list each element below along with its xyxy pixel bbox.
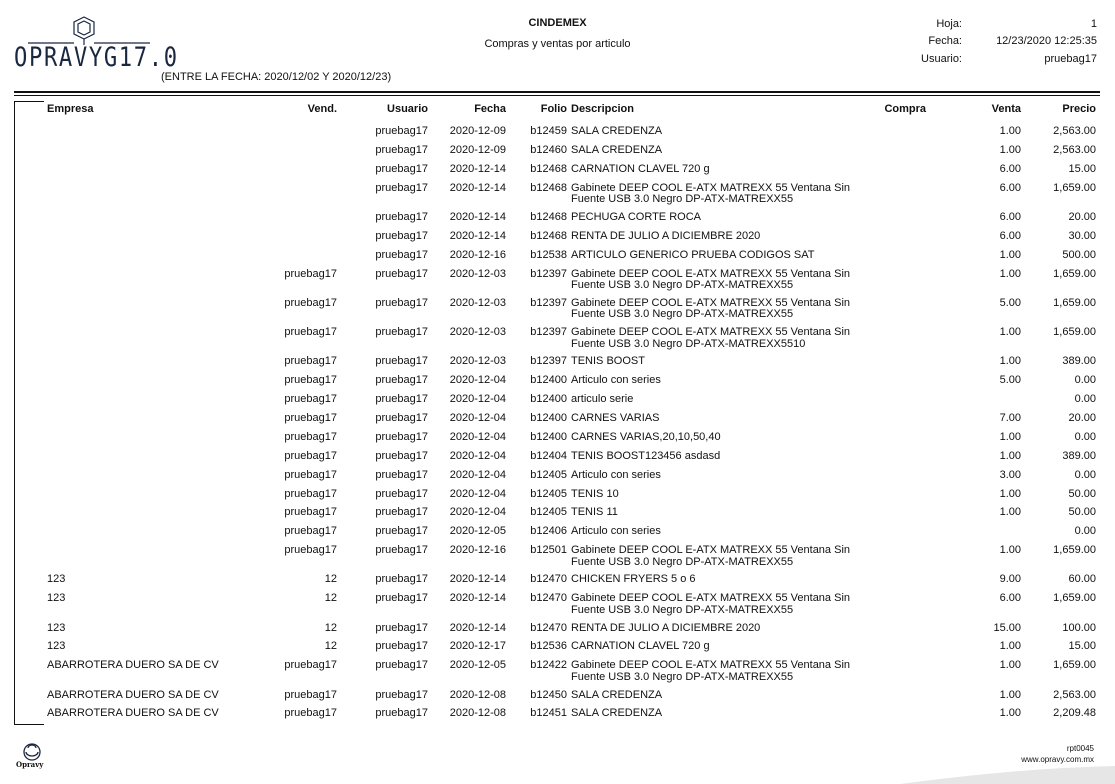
usuario-cell: pruebag17 [375, 430, 428, 443]
precio-cell: 1,659.00 [1053, 296, 1096, 309]
venta-cell: 1.00 [999, 143, 1021, 156]
folio-cell: b12451 [530, 707, 567, 720]
footer-swoosh [900, 764, 1115, 784]
usuario-cell: pruebag17 [375, 659, 428, 672]
report-code: rpt0045 [1066, 744, 1094, 753]
folio-cell: b12422 [530, 659, 567, 672]
fecha-cell: 2020-12-03 [449, 267, 506, 280]
vend-cell: pruebag17 [284, 468, 337, 481]
descripcion-cell: CARNES VARIAS [571, 411, 660, 424]
venta-cell: 1.00 [999, 640, 1021, 653]
venta-cell: 6.00 [999, 229, 1021, 242]
precio-cell: 1,659.00 [1053, 181, 1096, 194]
empresa-cell: ABARROTERA DUERO SA DE CV [47, 659, 219, 672]
usuario-cell: pruebag17 [375, 162, 428, 175]
descripcion-cell: SALA CREDENZA [571, 143, 663, 156]
precio-cell: 100.00 [1062, 621, 1096, 634]
folio-cell: b12459 [530, 125, 567, 137]
website: www.opravy.com.mx [1021, 755, 1094, 764]
folio-cell: b12405 [530, 468, 567, 481]
usuario-cell: pruebag17 [375, 688, 428, 701]
precio-cell: 1,659.00 [1053, 267, 1096, 280]
fecha-cell: 2020-12-04 [449, 430, 506, 443]
empresa-cell: 123 [47, 573, 66, 586]
vend-cell: 12 [324, 573, 337, 586]
precio-cell: 50.00 [1068, 506, 1096, 519]
descripcion-cell: Gabinete DEEP COOL E-ATX MATREXX 55 Ventana Sin Fuente USB 3.0 Negro DP-ATX-MATREXX55 [571, 659, 851, 683]
usuario-cell: pruebag17 [375, 355, 428, 368]
folio-cell: b12470 [530, 573, 567, 586]
venta-cell: 1.00 [999, 707, 1021, 720]
descripcion-cell: TENIS 10 [571, 487, 619, 500]
empresa-cell: 123 [47, 621, 66, 634]
usuario-cell: pruebag17 [375, 640, 428, 653]
folio-cell: b12397 [530, 296, 567, 309]
vend-cell: pruebag17 [284, 506, 337, 519]
empresa-cell: ABARROTERA DUERO SA DE CV [47, 688, 219, 701]
usuario-cell: pruebag17 [375, 525, 428, 538]
folio-cell: b12405 [530, 487, 567, 500]
precio-cell: 1,659.00 [1053, 544, 1096, 557]
company-name: CINDEMEX [528, 17, 587, 29]
folio-cell: b12470 [530, 621, 567, 634]
fecha-cell: 2020-12-03 [449, 326, 506, 338]
col-compra: Compra [884, 103, 926, 115]
folio-cell: b12468 [530, 229, 567, 242]
folio-cell: b12536 [530, 640, 567, 653]
fecha-cell: 2020-12-09 [449, 125, 506, 137]
usuario-cell: pruebag17 [375, 248, 428, 261]
fecha-cell: 2020-12-05 [449, 525, 506, 538]
report-title: Compras y ventas por articulo [484, 38, 631, 50]
vend-cell: pruebag17 [284, 393, 337, 405]
descripcion-cell: CARNATION CLAVEL 720 g [571, 162, 710, 175]
venta-cell: 7.00 [999, 411, 1021, 424]
vend-cell: pruebag17 [284, 525, 337, 538]
precio-cell: 0.00 [1074, 393, 1096, 405]
date-label: Fecha: [928, 35, 962, 47]
venta-cell: 1.00 [999, 248, 1021, 261]
fecha-cell: 2020-12-09 [449, 143, 506, 156]
fecha-cell: 2020-12-03 [449, 296, 506, 309]
descripcion-cell: TENIS BOOST123456 asdasd [571, 449, 721, 462]
fecha-cell: 2020-12-14 [449, 181, 506, 194]
usuario-cell: pruebag17 [375, 449, 428, 462]
vend-cell: pruebag17 [284, 430, 337, 443]
precio-cell: 20.00 [1068, 411, 1096, 424]
usuario-cell: pruebag17 [375, 573, 428, 586]
usuario-cell: pruebag17 [375, 210, 428, 223]
descripcion-cell: Gabinete DEEP COOL E-ATX MATREXX 55 Ventana Sin Fuente USB 3.0 Negro DP-ATX-MATREXX5510 [571, 326, 851, 350]
descripcion-cell: Gabinete DEEP COOL E-ATX MATREXX 55 Ventana Sin Fuente USB 3.0 Negro DP-ATX-MATREXX55 [571, 296, 851, 321]
descripcion-cell: RENTA DE JULIO A DICIEMBRE 2020 [571, 621, 761, 634]
fecha-cell: 2020-12-14 [449, 162, 506, 175]
col-venta: Venta [991, 103, 1021, 115]
venta-cell: 5.00 [999, 374, 1021, 387]
fecha-cell: 2020-12-04 [449, 449, 506, 462]
vend-cell: 12 [324, 621, 337, 634]
usuario-cell: pruebag17 [375, 267, 428, 280]
descripcion-cell: SALA CREDENZA [571, 707, 663, 720]
usuario-cell: pruebag17 [375, 125, 428, 137]
folio-cell: b12397 [530, 326, 567, 338]
precio-cell: 30.00 [1068, 229, 1096, 242]
venta-cell: 1.00 [999, 544, 1021, 557]
vend-cell: pruebag17 [284, 355, 337, 368]
fecha-cell: 2020-12-17 [449, 640, 506, 653]
folio-cell: b12468 [530, 162, 567, 175]
col-folio: Folio [540, 103, 567, 115]
venta-cell: 6.00 [999, 181, 1021, 194]
vend-cell: pruebag17 [284, 688, 337, 701]
fecha-cell: 2020-12-04 [449, 468, 506, 481]
folio-cell: b12400 [530, 374, 567, 387]
fecha-cell: 2020-12-14 [449, 573, 506, 586]
descripcion-cell: Articulo con series [571, 525, 661, 538]
precio-cell: 2,563.00 [1053, 688, 1096, 701]
descripcion-cell: CHICKEN FRYERS 5 o 6 [571, 573, 696, 586]
user-label: Usuario: [921, 53, 962, 65]
col-descripcion: Descripcion [571, 103, 634, 115]
descripcion-cell: SALA CREDENZA [571, 125, 663, 137]
folio-cell: b12397 [530, 355, 567, 368]
folio-cell: b12400 [530, 411, 567, 424]
page-label: Hoja: [936, 18, 962, 30]
vend-cell: pruebag17 [284, 449, 337, 462]
usuario-cell: pruebag17 [375, 621, 428, 634]
fecha-cell: 2020-12-16 [449, 544, 506, 557]
precio-cell: 20.00 [1068, 210, 1096, 223]
venta-cell: 1.00 [999, 355, 1021, 368]
venta-cell: 1.00 [999, 326, 1021, 338]
empresa-cell: 123 [47, 640, 66, 653]
usuario-cell: pruebag17 [375, 487, 428, 500]
precio-cell: 1,659.00 [1053, 326, 1096, 338]
col-empresa: Empresa [47, 103, 94, 115]
venta-cell: 9.00 [999, 573, 1021, 586]
fecha-cell: 2020-12-14 [449, 592, 506, 605]
usuario-cell: pruebag17 [375, 506, 428, 519]
fecha-cell: 2020-12-04 [449, 393, 506, 405]
usuario-cell: pruebag17 [375, 468, 428, 481]
empresa-cell: ABARROTERA DUERO SA DE CV [47, 707, 219, 720]
descripcion-cell: TENIS 11 [571, 506, 618, 519]
vend-cell: pruebag17 [284, 487, 337, 500]
fecha-cell: 2020-12-08 [449, 688, 506, 701]
descripcion-cell: Gabinete DEEP COOL E-ATX MATREXX 55 Ventana Sin Fuente USB 3.0 Negro DP-ATX-MATREXX55 [571, 592, 851, 616]
vend-cell: pruebag17 [284, 707, 337, 720]
fecha-cell: 2020-12-04 [449, 487, 506, 500]
col-precio: Precio [1062, 103, 1096, 115]
descripcion-cell: TENIS BOOST [571, 355, 645, 368]
precio-cell: 500.00 [1062, 248, 1096, 261]
folio-cell: b12468 [530, 181, 567, 194]
descripcion-cell: Gabinete DEEP COOL E-ATX MATREXX 55 Ventana Sin Fuente USB 3.0 Negro DP-ATX-MATREXX55 [571, 544, 851, 568]
descripcion-cell: PECHUGA CORTE ROCA [571, 210, 701, 223]
vend-cell: 12 [324, 592, 337, 605]
table-left-border [14, 101, 15, 725]
venta-cell: 6.00 [999, 210, 1021, 223]
descripcion-cell: Articulo con series [571, 468, 661, 481]
venta-cell: 6.00 [999, 592, 1021, 605]
fecha-cell: 2020-12-08 [449, 707, 506, 720]
descripcion-cell: ARTICULO GENERICO PRUEBA CODIGOS SAT [571, 248, 815, 261]
folio-cell: b12450 [530, 688, 567, 701]
fecha-cell: 2020-12-16 [449, 248, 506, 261]
folio-cell: b12470 [530, 592, 567, 605]
descripcion-cell: Gabinete DEEP COOL E-ATX MATREXX 55 Ventana Sin Fuente USB 3.0 Negro DP-ATX-MATREXX55 [571, 267, 851, 292]
venta-cell: 1.00 [999, 267, 1021, 280]
venta-cell: 1.00 [999, 125, 1021, 137]
venta-cell: 3.00 [999, 468, 1021, 481]
folio-cell: b12400 [530, 393, 567, 405]
fecha-cell: 2020-12-05 [449, 659, 506, 672]
folio-cell: b12538 [530, 248, 567, 261]
descripcion-cell: articulo serie [571, 393, 634, 405]
descripcion-cell: Articulo con series [571, 374, 661, 387]
vend-cell: pruebag17 [284, 659, 337, 672]
venta-cell: 6.00 [999, 162, 1021, 175]
precio-cell: 15.00 [1068, 162, 1096, 175]
precio-cell: 0.00 [1074, 525, 1096, 538]
usuario-cell: pruebag17 [375, 544, 428, 557]
folio-cell: b12406 [530, 525, 567, 538]
fecha-cell: 2020-12-04 [449, 374, 506, 387]
header-rule [14, 91, 1100, 93]
descripcion-cell: CARNES VARIAS,20,10,50,40 [571, 430, 721, 443]
precio-cell: 1,659.00 [1053, 592, 1096, 605]
fecha-cell: 2020-12-14 [449, 621, 506, 634]
fecha-cell: 2020-12-03 [449, 355, 506, 368]
usuario-cell: pruebag17 [375, 229, 428, 242]
descripcion-cell: SALA CREDENZA [571, 688, 663, 701]
venta-cell: 1.00 [999, 449, 1021, 462]
date-value: 12/23/2020 12:25:35 [996, 35, 1097, 47]
descripcion-cell: Gabinete DEEP COOL E-ATX MATREXX 55 Ventana Sin Fuente USB 3.0 Negro DP-ATX-MATREXX55 [571, 181, 851, 206]
logo-text: OPRAVYG17.0 [14, 42, 179, 73]
col-usuario: Usuario [387, 103, 428, 115]
usuario-cell: pruebag17 [375, 374, 428, 387]
usuario-cell: pruebag17 [375, 592, 428, 605]
precio-cell: 15.00 [1068, 640, 1096, 653]
vend-cell: pruebag17 [284, 544, 337, 557]
usuario-cell: pruebag17 [375, 707, 428, 720]
usuario-cell: pruebag17 [375, 411, 428, 424]
folio-cell: b12501 [530, 544, 567, 557]
vend-cell: pruebag17 [284, 374, 337, 387]
fecha-cell: 2020-12-14 [449, 229, 506, 242]
vend-cell: pruebag17 [284, 296, 337, 309]
col-fecha: Fecha [474, 103, 506, 115]
venta-cell: 1.00 [999, 506, 1021, 519]
usuario-cell: pruebag17 [375, 296, 428, 309]
col-vend: Vend. [307, 103, 337, 115]
empresa-cell: 123 [47, 592, 66, 605]
footer-brand: Opravy [16, 760, 44, 769]
precio-cell: 0.00 [1074, 374, 1096, 387]
precio-cell: 389.00 [1062, 449, 1096, 462]
descripcion-cell: RENTA DE JULIO A DICIEMBRE 2020 [571, 229, 761, 242]
usuario-cell: pruebag17 [375, 143, 428, 156]
vend-cell: pruebag17 [284, 411, 337, 424]
fecha-cell: 2020-12-14 [449, 210, 506, 223]
venta-cell: 1.00 [999, 487, 1021, 500]
fecha-cell: 2020-12-04 [449, 506, 506, 519]
user-value: pruebag17 [1044, 53, 1097, 65]
folio-cell: b12468 [530, 210, 567, 223]
venta-cell: 15.00 [993, 621, 1021, 634]
fecha-cell: 2020-12-04 [449, 411, 506, 424]
usuario-cell: pruebag17 [375, 326, 428, 338]
folio-cell: b12400 [530, 430, 567, 443]
usuario-cell: pruebag17 [375, 181, 428, 194]
vend-cell: pruebag17 [284, 326, 337, 338]
vend-cell: 12 [324, 640, 337, 653]
folio-cell: b12405 [530, 506, 567, 519]
folio-cell: b12397 [530, 267, 567, 280]
venta-cell: 5.00 [999, 296, 1021, 309]
precio-cell: 2,563.00 [1053, 125, 1096, 137]
date-range: (ENTRE LA FECHA: 2020/12/02 Y 2020/12/23) [161, 71, 392, 83]
precio-cell: 50.00 [1068, 487, 1096, 500]
precio-cell: 1,659.00 [1053, 659, 1096, 672]
precio-cell: 389.00 [1062, 355, 1096, 368]
precio-cell: 2,209.48 [1053, 707, 1096, 720]
venta-cell: 1.00 [999, 688, 1021, 701]
vend-cell: pruebag17 [284, 267, 337, 280]
precio-cell: 0.00 [1074, 430, 1096, 443]
descripcion-cell: CARNATION CLAVEL 720 g [571, 640, 710, 653]
venta-cell: 1.00 [999, 430, 1021, 443]
venta-cell: 1.00 [999, 659, 1021, 672]
page-value: 1 [1090, 18, 1097, 30]
table-top-cap [14, 101, 44, 102]
header-rule-thin [14, 95, 1100, 96]
folio-cell: b12460 [530, 143, 567, 156]
folio-cell: b12404 [530, 449, 567, 462]
precio-cell: 0.00 [1074, 468, 1096, 481]
table-bottom-cap [14, 724, 44, 725]
usuario-cell: pruebag17 [375, 393, 428, 405]
precio-cell: 2,563.00 [1053, 143, 1096, 156]
precio-cell: 60.00 [1068, 573, 1096, 586]
